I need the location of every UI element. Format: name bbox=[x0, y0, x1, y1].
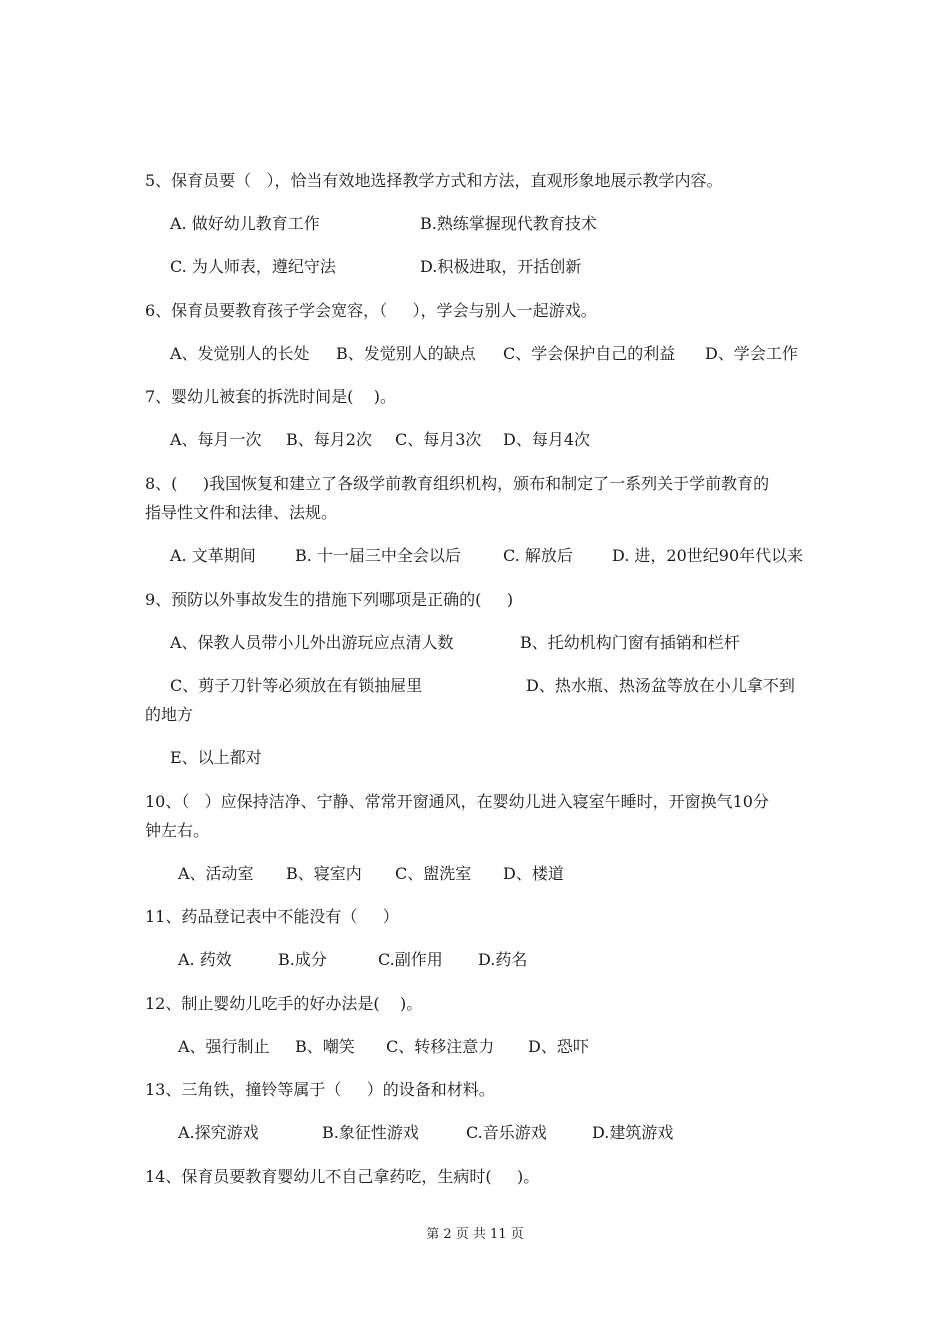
question-8-option-d: D. 进，20世纪90年代以来 bbox=[612, 546, 804, 565]
question-5-option-b: B.熟练掌握现代教育技术 bbox=[420, 214, 597, 233]
question-7-option-b: B、每月2次 bbox=[286, 430, 372, 449]
question-10-option-a: A、活动室 bbox=[178, 864, 254, 883]
question-11-option-b: B.成分 bbox=[278, 950, 327, 969]
question-12-stem: 12、制止婴幼儿吃手的好办法是( )。 bbox=[145, 994, 423, 1013]
question-6-stem: 6、保育员要教育孩子学会宽容，（ ），学会与别人一起游戏。 bbox=[145, 301, 597, 320]
question-14-stem: 14、保育员要教育婴幼儿不自己拿药吃，生病时( )。 bbox=[145, 1167, 540, 1186]
question-5-option-c: C. 为人师表，遵纪守法 bbox=[170, 257, 336, 276]
question-10-option-c: C、盥洗室 bbox=[395, 864, 472, 883]
question-8-stem-line-2: 指导性文件和法律、法规。 bbox=[145, 503, 338, 522]
question-9-option-a: A、保教人员带小儿外出游玩应点清人数 bbox=[170, 633, 454, 652]
question-5-option-a: A. 做好幼儿教育工作 bbox=[170, 214, 320, 233]
question-11-option-d: D.药名 bbox=[478, 950, 528, 969]
question-8-option-a: A. 文革期间 bbox=[170, 546, 256, 565]
question-9-option-e: E、以上都对 bbox=[170, 748, 262, 767]
question-6-option-a: A、发觉别人的长处 bbox=[170, 344, 310, 363]
question-9-stem: 9、预防以外事故发生的措施下列哪项是正确的( ) bbox=[145, 590, 514, 609]
question-11-option-a: A. 药效 bbox=[178, 950, 232, 969]
page-number-footer: 第 2 页 共 11 页 bbox=[426, 1227, 524, 1242]
question-13-option-b: B.象征性游戏 bbox=[322, 1123, 419, 1142]
question-8-option-c: C. 解放后 bbox=[503, 546, 573, 565]
question-10-option-d: D、楼道 bbox=[503, 864, 564, 883]
question-9-option-b: B、托幼机构门窗有插销和栏杆 bbox=[520, 633, 740, 652]
question-13-option-a: A.探究游戏 bbox=[178, 1123, 259, 1142]
question-6-option-c: C、学会保护自己的利益 bbox=[503, 344, 676, 363]
question-9-option-d: D、热水瓶、热汤盆等放在小儿拿不到 bbox=[526, 676, 795, 695]
question-6-option-b: B、发觉别人的缺点 bbox=[336, 344, 476, 363]
question-7-stem: 7、婴幼儿被套的拆洗时间是( )。 bbox=[145, 387, 397, 406]
question-12-option-b: B、嘲笑 bbox=[295, 1037, 355, 1056]
question-8-stem-line-1: 8、( )我国恢复和建立了各级学前教育组织机构，颁布和制定了一系列关于学前教育的 bbox=[145, 474, 770, 493]
question-10-stem-line-2: 钟左右。 bbox=[145, 821, 210, 840]
question-11-stem: 11、药品登记表中不能没有（ ） bbox=[145, 907, 399, 926]
question-12-option-c: C、转移注意力 bbox=[386, 1037, 495, 1056]
question-13-option-d: D.建筑游戏 bbox=[592, 1123, 674, 1142]
question-9-option-c: C、剪子刀针等必须放在有锁抽屉里 bbox=[170, 676, 423, 695]
question-6-option-d: D、学会工作 bbox=[705, 344, 798, 363]
question-8-option-b: B. 十一届三中全会以后 bbox=[295, 546, 461, 565]
question-10-option-b: B、寝室内 bbox=[286, 864, 362, 883]
question-11-option-c: C.副作用 bbox=[378, 950, 443, 969]
question-10-stem-line-1: 10、（ ）应保持洁净、宁静、常常开窗通风，在婴幼儿进入寝室午睡时，开窗换气10分 bbox=[145, 792, 769, 811]
question-12-option-a: A、强行制止 bbox=[178, 1037, 270, 1056]
question-12-option-d: D、恐吓 bbox=[528, 1037, 589, 1056]
question-5-option-d: D.积极进取，开括创新 bbox=[420, 257, 582, 276]
question-13-option-c: C.音乐游戏 bbox=[466, 1123, 547, 1142]
question-7-option-c: C、每月3次 bbox=[395, 430, 482, 449]
question-13-stem: 13、三角铁，撞铃等属于（ ）的设备和材料。 bbox=[145, 1080, 495, 1099]
question-9-option-d-continued: 的地方 bbox=[145, 705, 194, 724]
question-7-option-d: D、每月4次 bbox=[503, 430, 591, 449]
question-5-stem: 5、保育员要（ ），恰当有效地选择教学方式和方法，直观形象地展示教学内容。 bbox=[145, 171, 723, 190]
question-7-option-a: A、每月一次 bbox=[170, 430, 262, 449]
